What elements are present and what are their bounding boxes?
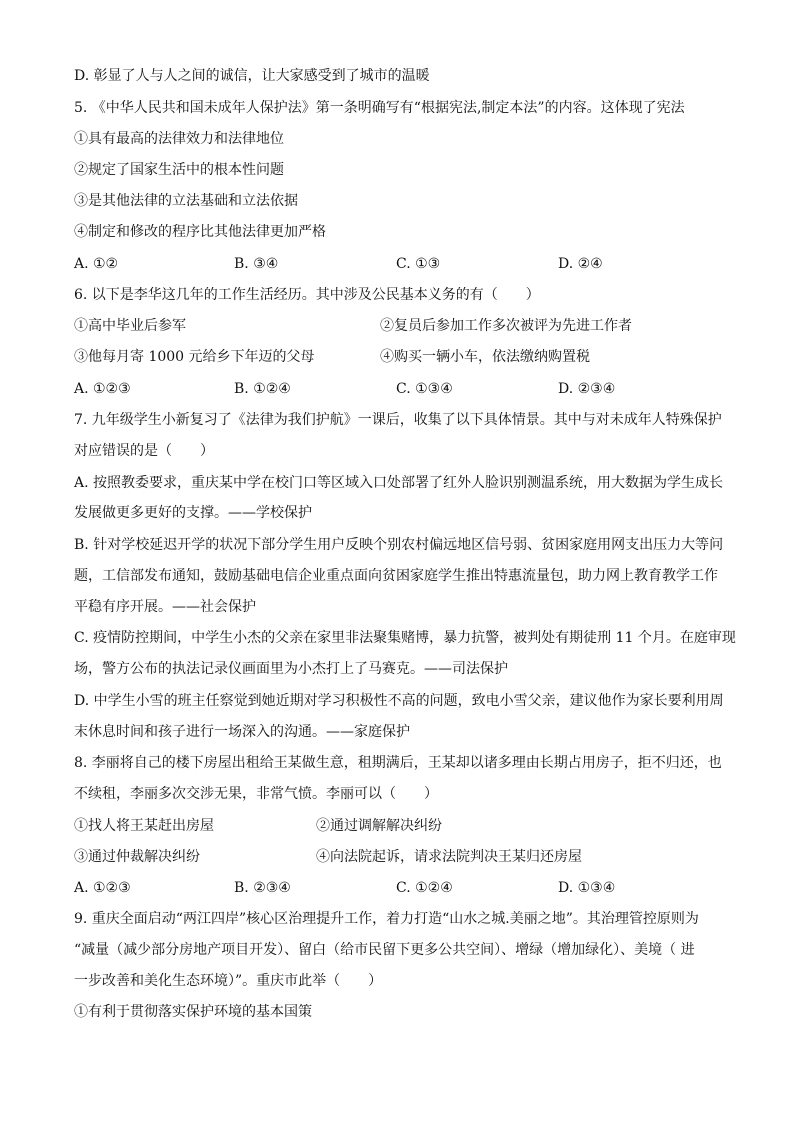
q9-item-1: ①有利于贯彻落实保护环境的基本国策 xyxy=(74,1004,312,1020)
q5-option-d: D. ②④ xyxy=(558,256,603,272)
q7-option-b-line-2: 题，工信部发布通知，鼓励基础电信企业重点面向贫困家庭学生推出特惠流量包，助力网上教育教学工作 xyxy=(74,568,718,584)
q9-stem-line-2: “减量（减少部分房地产项目开发）、留白（给市民留下更多公共空间）、增绿（增加绿化）、美境（ 进 xyxy=(74,942,695,958)
q7-stem-line-2: 对应错误的是（ ） xyxy=(74,443,214,459)
q6-option-b: B. ①②④ xyxy=(234,381,291,397)
q8-stem-line-1: 8. 李丽将自己的楼下房屋出租给王某做生意，租期满后，王某却以诸多理由长期占用房子，拒不归还，也 xyxy=(74,755,722,771)
q8-item-1: ①找人将王某赶出房屋 xyxy=(74,818,214,834)
q8-option-a: A. ①②③ xyxy=(74,880,131,896)
q7-stem-line-1: 7. 九年级学生小新复习了《法律为我们护航》一课后，收集了以下具体情景。其中与对未成年人特殊保护 xyxy=(74,412,722,428)
q5-item-1: ①具有最高的法律效力和法律地位 xyxy=(74,131,284,147)
q5-item-3: ③是其他法律的立法基础和立法依据 xyxy=(74,193,298,209)
q5-item-2: ②规定了国家生活中的根本性问题 xyxy=(74,162,284,178)
q9-stem-line-1: 9. 重庆全面启动“两江四岸”核心区治理提升工作，着力打造“山水之城.美丽之地”。其治理管控原则为 xyxy=(74,911,699,927)
q6-option-c: C. ①③④ xyxy=(396,381,453,397)
q5-option-a: A. ①② xyxy=(74,256,119,272)
q6-stem: 6. 以下是李华这几年的工作生活经历。其中涉及公民基本义务的有（ ） xyxy=(74,287,540,303)
q7-option-a-line-2: 发展做更多更好的支撑。——学校保护 xyxy=(74,505,312,521)
q6-item-3: ③他每月寄 1000 元给乡下年迈的父母 xyxy=(74,349,315,365)
q7-option-c-line-2: 场，警方公布的执法记录仪画面里为小杰打上了马赛克。——司法保护 xyxy=(74,661,508,677)
q7-option-c-line-1: C. 疫情防控期间，中学生小杰的父亲在家里非法聚集赌博，暴力抗警，被判处有期徒刑 11 个月。在庭审现 xyxy=(74,630,736,646)
q8-item-4: ④向法院起诉，请求法院判决王某归还房屋 xyxy=(316,849,582,865)
q5-option-c: C. ①③ xyxy=(396,256,441,272)
q5-item-4: ④制定和修改的程序比其他法律更加严格 xyxy=(74,224,326,240)
q6-item-4: ④购买一辆小车，依法缴纳购置税 xyxy=(380,349,590,365)
q8-item-2: ②通过调解解决纠纷 xyxy=(316,818,442,834)
q6-item-1: ①高中毕业后参军 xyxy=(74,318,186,334)
q9-stem-line-3: 一步改善和美化生态环境）”。重庆市此举（ ） xyxy=(74,973,383,989)
q7-option-a-line-1: A. 按照教委要求，重庆某中学在校门口等区域入口处部署了红外人脸识别测温系统，用大数据为学生成长 xyxy=(74,475,724,491)
q5-stem: 5. 《中华人民共和国未成年人保护法》第一条明确写有“根据宪法,制定本法”的内容。这体现了宪法 xyxy=(74,100,685,116)
q7-option-d-line-2: 末休息时间和孩子进行一场深入的沟通。——家庭保护 xyxy=(74,724,410,740)
q5-option-b: B. ③④ xyxy=(234,256,279,272)
q8-option-d: D. ①③④ xyxy=(558,880,616,896)
q4-option-d: D. 彰显了人与人之间的诚信，让大家感受到了城市的温暖 xyxy=(74,68,430,84)
q8-stem-line-2: 不续租，李丽多次交涉无果，非常气愤。李丽可以（ ） xyxy=(74,786,438,802)
q7-option-d-line-1: D. 中学生小雪的班主任察觉到她近期对学习积极性不高的问题，致电小雪父亲，建议他作为家长要利用周 xyxy=(74,693,724,709)
q6-option-d: D. ②③④ xyxy=(558,381,616,397)
q7-option-b-line-3: 平稳有序开展。——社会保护 xyxy=(74,599,256,615)
q6-item-2: ②复员后参加工作多次被评为先进工作者 xyxy=(380,318,632,334)
q8-option-b: B. ②③④ xyxy=(234,880,291,896)
q6-option-a: A. ①②③ xyxy=(74,381,131,397)
q8-item-3: ③通过仲裁解决纠纷 xyxy=(74,849,200,865)
q8-option-c: C. ①②④ xyxy=(396,880,453,896)
q7-option-b-line-1: B. 针对学校延迟开学的状况下部分学生用户反映个别农村偏远地区信号弱、贫困家庭用网支出压力大等问 xyxy=(74,537,724,553)
